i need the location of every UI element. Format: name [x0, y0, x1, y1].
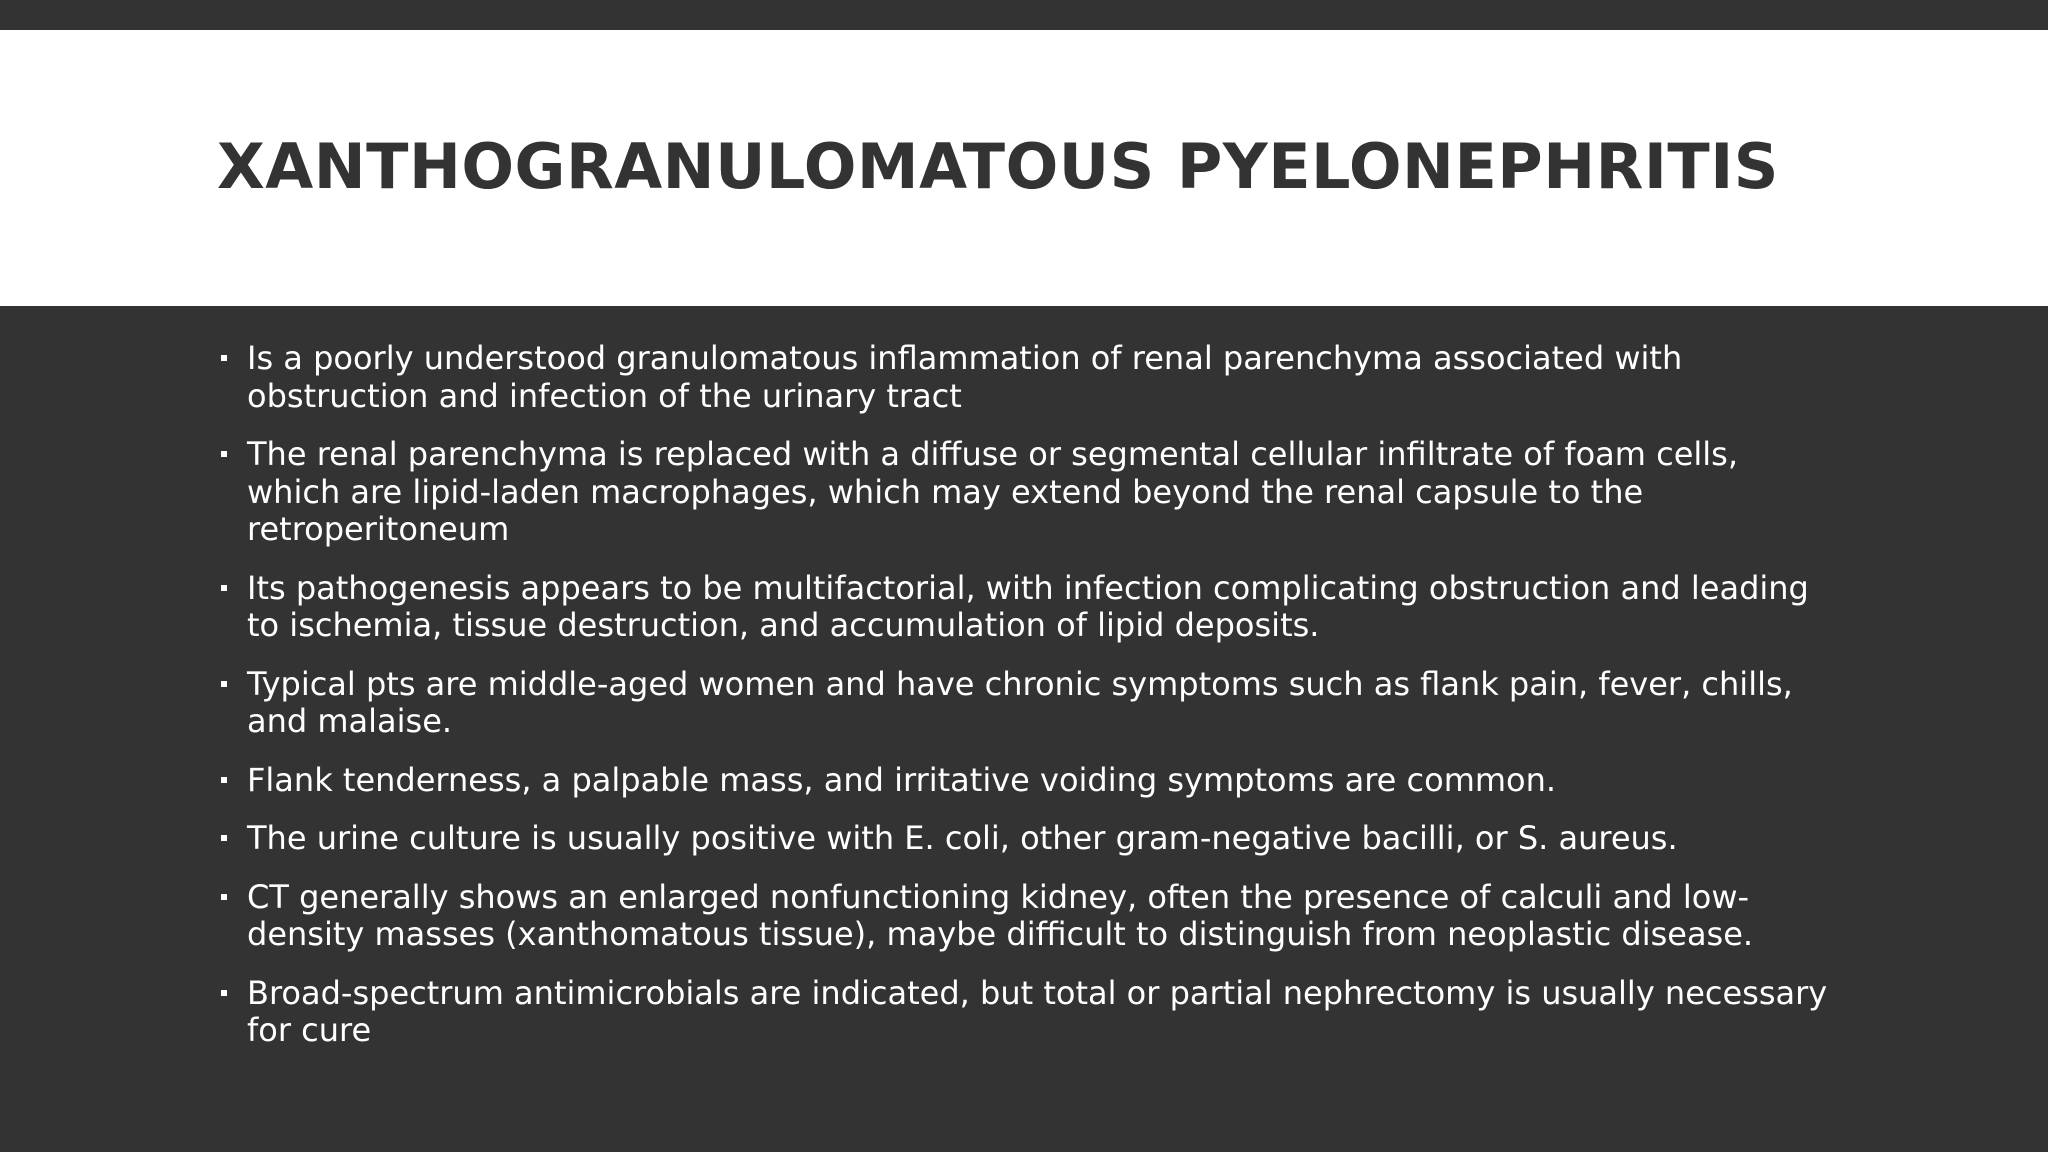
- bullet-square-icon: [221, 835, 227, 841]
- bullet-square-icon: [221, 681, 227, 687]
- bullet-text: Its pathogenesis appears to be multifactorial, with infection complicating obstruction and leading to ischemia, tissue destruction, and accumulation of lipid deposits.: [247, 568, 1809, 644]
- bullet-text: Is a poorly understood granulomatous inflammation of renal parenchyma associated with obstruction and infection of the urinary tract: [247, 339, 1683, 415]
- bullet-item: [217, 975, 1837, 1050]
- bullet-square-icon: [221, 777, 227, 783]
- slide-title: XANTHOGRANULOMATOUS PYELONEPHRITIS: [217, 130, 1779, 203]
- bullet-square-icon: [221, 355, 227, 361]
- bullet-item: [217, 762, 1837, 800]
- bullet-item: [217, 666, 1837, 741]
- bullet-item: [217, 436, 1837, 549]
- bullet-list: [217, 340, 1837, 1071]
- bullet-item: [217, 879, 1837, 954]
- bullet-item: [217, 820, 1837, 858]
- bullet-square-icon: [221, 894, 227, 900]
- bullet-text: CT generally shows an enlarged nonfunctioning kidney, often the presence of calculi and low-density masses (xanthomatous tissue), maybe difficult to distinguish from neoplastic disease.: [247, 877, 1754, 953]
- bullet-text: The renal parenchyma is replaced with a diffuse or segmental cellular infiltrate of foam cells, which are lipid-laden macrophages, which may extend beyond the renal capsule to the retroperitoneum: [247, 435, 1739, 548]
- bullet-item: [217, 570, 1837, 645]
- bullet-text: Flank tenderness, a palpable mass, and irritative voiding symptoms are common.: [247, 760, 1557, 799]
- bullet-text: The urine culture is usually positive with E. coli, other gram-negative bacilli, or S. aureus.: [247, 819, 1678, 857]
- bullet-text: Broad-spectrum antimicrobials are indicated, but total or partial nephrectomy is usually necessary for cure: [247, 973, 1828, 1049]
- bullet-text: Typical pts are middle-aged women and have chronic symptoms such as flank pain, fever, chills, and malaise.: [247, 664, 1793, 740]
- bullet-square-icon: [221, 585, 227, 591]
- bullet-square-icon: [221, 990, 227, 996]
- bullet-square-icon: [221, 451, 227, 457]
- bullet-item: [217, 340, 1837, 415]
